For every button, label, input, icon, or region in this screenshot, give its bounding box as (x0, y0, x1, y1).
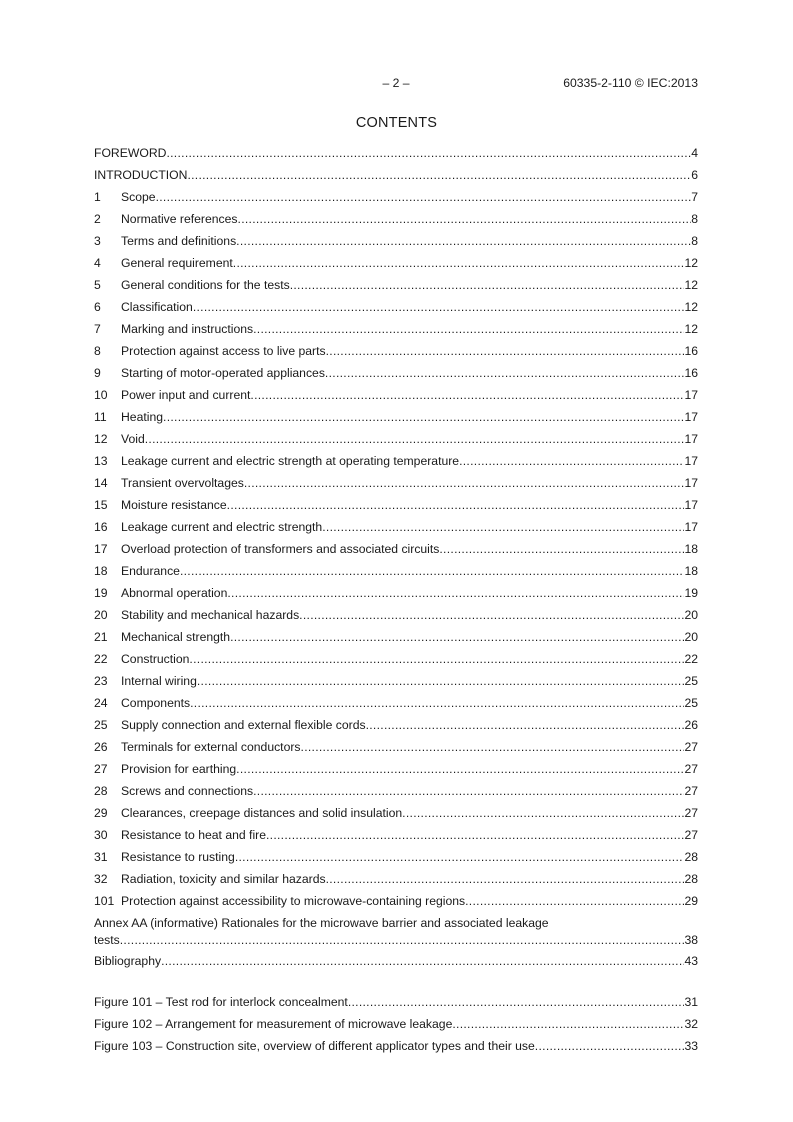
toc-entry-page: 8 (691, 212, 698, 226)
toc-entry-figure[interactable] (94, 1017, 698, 1039)
toc-entry-page: 27 (684, 806, 698, 820)
toc-entry-number: 2 (94, 212, 101, 226)
toc-entry-clause[interactable] (94, 740, 698, 762)
toc-entry-title: Provision for earthing (121, 762, 237, 776)
toc-entry-title: Stability and mechanical hazards (121, 608, 300, 622)
toc-entry-clause[interactable] (94, 432, 698, 454)
dot-leader (235, 850, 685, 865)
toc-entry-clause[interactable] (94, 564, 698, 586)
toc-entry-number: 23 (94, 674, 108, 688)
toc-entry-figure[interactable] (94, 995, 698, 1017)
toc-entry-number: 4 (94, 256, 101, 270)
toc-entry-clause[interactable] (94, 190, 698, 212)
toc-entry-page: 12 (684, 278, 698, 292)
toc-entry-number: 26 (94, 740, 108, 754)
toc-entry-number: 5 (94, 278, 101, 292)
toc-entry-page: 25 (684, 674, 698, 688)
toc-entry-title: Heating (121, 410, 164, 424)
dot-leader (322, 520, 684, 535)
toc-entry-page: 17 (684, 520, 698, 534)
dot-leader (145, 432, 685, 447)
toc-entry-clause[interactable] (94, 300, 698, 322)
table-of-contents (94, 146, 698, 976)
toc-entry-annex[interactable] (94, 916, 698, 954)
toc-entry-number: 13 (94, 454, 108, 468)
dot-leader (465, 894, 684, 909)
toc-entry-title: Terms and definitions (121, 234, 237, 248)
dot-leader (325, 366, 685, 381)
toc-entry-page: 6 (691, 168, 698, 182)
toc-entry-page: 26 (684, 718, 698, 732)
dot-leader (187, 168, 691, 183)
toc-entry-title: Figure 101 – Test rod for interlock concealment (94, 995, 348, 1009)
toc-entry-title: Moisture resistance (121, 498, 227, 512)
toc-entry-number: 31 (94, 850, 108, 864)
toc-entry-title: Void (121, 432, 145, 446)
dot-leader (161, 954, 684, 969)
dot-leader (301, 740, 685, 755)
toc-entry-clause[interactable] (94, 476, 698, 498)
dot-leader (290, 278, 685, 293)
toc-entry-number: 30 (94, 828, 108, 842)
toc-entry-clause[interactable] (94, 212, 698, 234)
toc-entry-page: 19 (684, 586, 698, 600)
toc-entry-page: 17 (684, 388, 698, 402)
toc-entry-clause[interactable] (94, 278, 698, 300)
toc-entry-clause[interactable] (94, 608, 698, 630)
toc-entry-number: 18 (94, 564, 108, 578)
toc-entry-clause[interactable] (94, 784, 698, 806)
toc-entry-title: Bibliography (94, 954, 162, 968)
dot-leader (156, 190, 692, 205)
toc-entry-title: Classification (121, 300, 193, 314)
toc-entry-clause[interactable] (94, 388, 698, 410)
dot-leader (236, 234, 691, 249)
toc-entry-title: FOREWORD (94, 146, 167, 160)
toc-entry-title: Supply connection and external flexible cords (121, 718, 366, 732)
toc-entry-number: 27 (94, 762, 108, 776)
toc-entry-page: 17 (684, 410, 698, 424)
toc-entry-title: General requirement (121, 256, 233, 270)
toc-entry-title: Figure 103 – Construction site, overview of different applicator types and their use (94, 1039, 535, 1053)
toc-entry-clause[interactable] (94, 762, 698, 784)
dot-leader (189, 652, 684, 667)
dot-leader (233, 256, 685, 271)
toc-entry-title: Protection against accessibility to microwave-containing regions (121, 894, 466, 908)
dot-leader (459, 454, 684, 469)
toc-entry-title: Clearances, creepage distances and solid insulation (121, 806, 403, 820)
toc-entry-clause[interactable] (94, 696, 698, 718)
toc-entry-number: 11 (94, 410, 107, 424)
dot-leader (253, 784, 684, 799)
toc-entry-page: 22 (684, 652, 698, 666)
dot-leader (236, 762, 684, 777)
dot-leader (230, 630, 684, 645)
toc-entry-number: 32 (94, 872, 108, 886)
dot-leader (197, 674, 685, 689)
dot-leader (348, 995, 685, 1010)
toc-entry-clause[interactable] (94, 718, 698, 740)
toc-entry-number: 20 (94, 608, 108, 622)
dot-leader (227, 586, 684, 601)
toc-entry-page: 33 (684, 1039, 698, 1053)
toc-entry-number: 7 (94, 322, 101, 336)
toc-entry-title: Screws and connections (121, 784, 254, 798)
toc-entry-clause[interactable] (94, 322, 698, 344)
toc-entry-page: 16 (684, 366, 698, 380)
toc-entry-page: 17 (684, 432, 698, 446)
toc-entry-title: Transient overvoltages (121, 476, 244, 490)
toc-entry-number: 28 (94, 784, 108, 798)
toc-entry-clause[interactable] (94, 872, 698, 894)
dot-leader (266, 828, 684, 843)
toc-entry-title: Power input and current (121, 388, 251, 402)
toc-entry-page: 20 (684, 630, 698, 644)
toc-entry-title: Terminals for external conductors (121, 740, 301, 754)
toc-entry-clause[interactable] (94, 828, 698, 850)
toc-entry-title: Components (121, 696, 191, 710)
dot-leader (244, 476, 685, 491)
toc-entry-title: INTRODUCTION (94, 168, 188, 182)
toc-entry-page: 17 (684, 476, 698, 490)
toc-entry-page: 29 (684, 894, 698, 908)
toc-entry-title: Leakage current and electric strength at operating temperature (121, 454, 460, 468)
toc-entry-title: Annex AA (informative) Rationales for the microwave barrier and associated leakage (94, 916, 549, 930)
toc-entry-number: 3 (94, 234, 101, 248)
toc-entry-page: 27 (684, 762, 698, 776)
toc-entry-page: 12 (684, 322, 698, 336)
toc-entry-clause[interactable] (94, 652, 698, 674)
toc-entry-clause[interactable] (94, 674, 698, 696)
dot-leader (253, 322, 684, 337)
toc-entry-number: 22 (94, 652, 108, 666)
dot-leader (163, 410, 684, 425)
toc-entry-clause[interactable] (94, 256, 698, 278)
toc-entry-page: 38 (684, 933, 698, 947)
toc-entry-front[interactable] (94, 146, 698, 168)
dot-leader (439, 542, 684, 557)
toc-entry-number: 101 (94, 894, 115, 908)
toc-entry-clause[interactable] (94, 542, 698, 564)
toc-entry-title: Mechanical strength (121, 630, 231, 644)
toc-entry-page: 4 (691, 146, 698, 160)
toc-entry-clause[interactable] (94, 806, 698, 828)
toc-entry-page: 32 (684, 1017, 698, 1031)
dot-leader (535, 1039, 685, 1054)
toc-entry-figure[interactable] (94, 1039, 698, 1061)
dot-leader (250, 388, 684, 403)
dot-leader (326, 872, 685, 887)
toc-entry-clause[interactable] (94, 234, 698, 256)
toc-entry-page: 25 (684, 696, 698, 710)
toc-entry-title: Resistance to heat and fire (121, 828, 266, 842)
toc-entry-page: 27 (684, 828, 698, 842)
document-id: 60335-2-110 © IEC:2013 (563, 76, 698, 90)
toc-entry-title-cont: tests (94, 933, 120, 947)
toc-entry-page: 7 (691, 190, 698, 204)
toc-entry-title: Scope (121, 190, 156, 204)
toc-entry-clause[interactable] (94, 894, 698, 916)
toc-entry-clause[interactable] (94, 366, 698, 388)
toc-entry-title: Protection against access to live parts (121, 344, 326, 358)
toc-entry-number: 17 (94, 542, 108, 556)
toc-entry-continuation (94, 933, 698, 948)
toc-entry-page: 27 (684, 740, 698, 754)
toc-entry-title: Marking and instructions (121, 322, 254, 336)
toc-entry-title: Construction (121, 652, 190, 666)
toc-entry-page: 12 (684, 256, 698, 270)
toc-entry-title: Leakage current and electric strength (121, 520, 323, 534)
toc-entry-page: 17 (684, 498, 698, 512)
page-title: CONTENTS (355, 115, 438, 131)
dot-leader (299, 608, 684, 623)
toc-entry-title: Overload protection of transformers and associated circuits (121, 542, 440, 556)
toc-entry-title: General conditions for the tests (121, 278, 290, 292)
toc-entry-title: Endurance (121, 564, 180, 578)
toc-entry-clause[interactable] (94, 410, 698, 432)
toc-entry-clause[interactable] (94, 344, 698, 366)
toc-entry-page: 12 (684, 300, 698, 314)
toc-entry-number: 21 (94, 630, 108, 644)
toc-entry-number: 8 (94, 344, 101, 358)
dot-leader (120, 933, 685, 948)
toc-entry-number: 29 (94, 806, 108, 820)
dot-leader (193, 300, 685, 315)
dot-leader (166, 146, 691, 161)
toc-entry-page: 18 (684, 542, 698, 556)
dot-leader (366, 718, 685, 733)
toc-entry-number: 24 (94, 696, 108, 710)
toc-entry-clause[interactable] (94, 520, 698, 542)
toc-entry-number: 1 (94, 190, 101, 204)
toc-entry-number: 14 (94, 476, 108, 490)
toc-entry-title: Starting of motor-operated appliances (121, 366, 325, 380)
page-number: – 2 – (382, 76, 410, 90)
toc-entry-number: 15 (94, 498, 108, 512)
toc-entry-page: 16 (684, 344, 698, 358)
toc-entry-title: Internal wiring (121, 674, 197, 688)
toc-entry-title: Abnormal operation (121, 586, 228, 600)
toc-entry-number: 9 (94, 366, 101, 380)
toc-entry-page: 43 (684, 954, 698, 968)
toc-entry-title: Radiation, toxicity and similar hazards (121, 872, 326, 886)
toc-entry-number: 12 (94, 432, 108, 446)
dot-leader (227, 498, 685, 513)
toc-entry-page: 27 (684, 784, 698, 798)
toc-entry-clause[interactable] (94, 586, 698, 608)
toc-entry-page: 31 (684, 995, 698, 1009)
toc-entry-page: 18 (684, 564, 698, 578)
toc-entry-clause[interactable] (94, 498, 698, 520)
dot-leader (190, 696, 684, 711)
toc-entry-number: 10 (94, 388, 108, 402)
toc-entry-page: 28 (684, 850, 698, 864)
toc-entry-page: 17 (684, 454, 698, 468)
toc-entry-number: 19 (94, 586, 108, 600)
dot-leader (402, 806, 684, 821)
toc-entry-title: Normative references (121, 212, 238, 226)
dot-leader (452, 1017, 684, 1032)
toc-entry-number: 6 (94, 300, 101, 314)
dot-leader (326, 344, 685, 359)
list-of-figures (94, 995, 698, 1061)
toc-entry-front[interactable] (94, 168, 698, 190)
dot-leader (238, 212, 692, 227)
toc-entry-page: 20 (684, 608, 698, 622)
dot-leader (180, 564, 684, 579)
toc-entry-bibliography[interactable] (94, 954, 698, 976)
toc-entry-title: Figure 102 – Arrangement for measurement of microwave leakage (94, 1017, 453, 1031)
toc-entry-title: Resistance to rusting (121, 850, 235, 864)
toc-entry-number: 25 (94, 718, 108, 732)
toc-entry-clause[interactable] (94, 850, 698, 872)
toc-entry-clause[interactable] (94, 630, 698, 652)
toc-entry-page: 28 (684, 872, 698, 886)
toc-entry-number: 16 (94, 520, 108, 534)
toc-entry-clause[interactable] (94, 454, 698, 476)
toc-entry-page: 8 (691, 234, 698, 248)
